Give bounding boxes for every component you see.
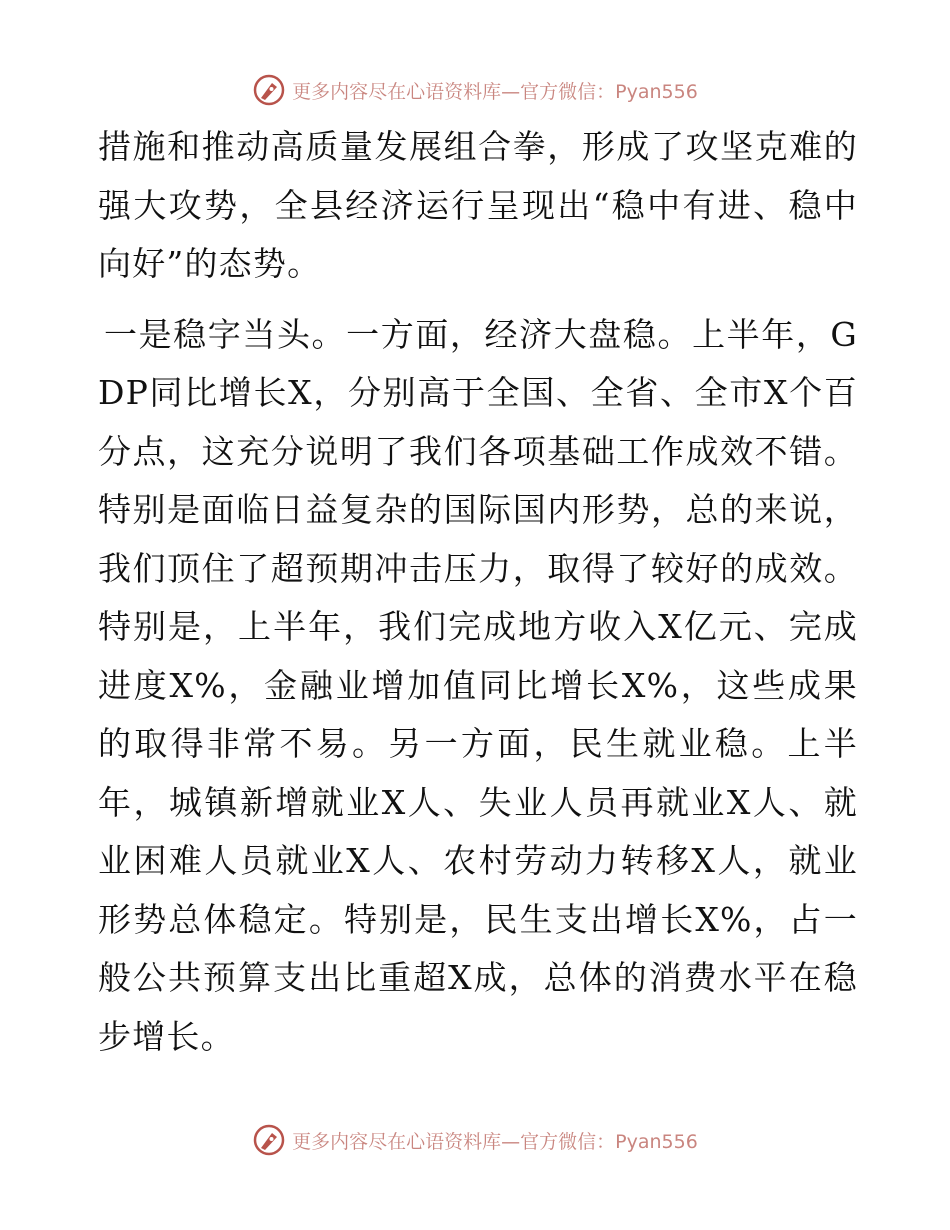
header-watermark bbox=[0, 70, 950, 110]
paragraph-continuation: 措施和推动高质量发展组合拳，形成了攻坚克难的强大攻势，全县经济运行呈现出“稳中有进、稳中向好”的态势。 bbox=[98, 127, 858, 283]
footer-watermark bbox=[0, 1120, 950, 1160]
paragraph-stability: 一是稳字当头。一方面，经济大盘稳。上半年，GDP同比增长X，分别高于全国、全省、全市X个百分点，这充分说明了我们各项基础工作成效不错。特别是面临日益复杂的国际国内形势，总的来说，我们顶住了超预期冲击压力，取得了较好的成效。特别是，上半年，我们完成地方收入X亿元、完成进度X%，金融业增加值同比增长X%，这些成果的取得非常不易。另一方面，民生就业稳。上半年，城镇新增就业X人、失业人员再就业X人、就业困难人员就业X人、农村劳动力转移X人，就业形势总体稳定。特别是，民生支出增长X%，占一般公共预算支出比重超X成，总体的消费水平在稳步增长。 bbox=[98, 314, 858, 1056]
pen-nib-logo-icon bbox=[252, 73, 286, 107]
watermark-text: 更多内容尽在心语资料库—官方微信：Pyan556 bbox=[292, 1130, 698, 1153]
document-body bbox=[98, 118, 858, 1066]
watermark-text: 更多内容尽在心语资料库—官方微信：Pyan556 bbox=[292, 80, 698, 103]
pen-nib-logo-icon bbox=[252, 1123, 286, 1157]
